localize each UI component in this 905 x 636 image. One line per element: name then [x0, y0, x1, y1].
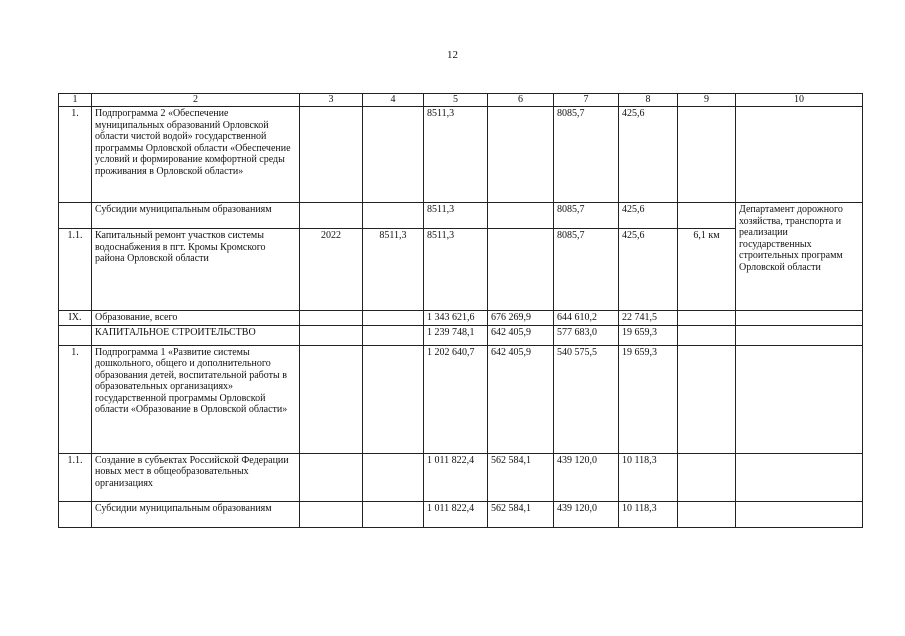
header-cell: 10: [736, 94, 863, 107]
row-title: Образование, всего: [92, 311, 300, 326]
page-number: 12: [447, 49, 458, 61]
cell-total: 8511,3: [424, 229, 488, 311]
cell-capacity: [678, 107, 736, 203]
cell-responsible: [736, 453, 863, 501]
cell-year: [300, 345, 363, 453]
table-row: [59, 501, 863, 527]
cell-responsible: Департамент дорожного хозяйства, транспорта и реализации государственных строительных программ Орловской области: [736, 203, 863, 311]
row-title: Субсидии муниципальным образованиям: [92, 203, 300, 229]
header-cell: 6: [488, 94, 554, 107]
cell-federal: 642 405,9: [488, 325, 554, 345]
header-cell: 4: [363, 94, 424, 107]
cell-local: 22 741,5: [619, 311, 678, 326]
cell-total: 8511,3: [424, 203, 488, 229]
cell-regional: 439 120,0: [554, 501, 619, 527]
cell-cost: [363, 345, 424, 453]
header-cell: 2: [92, 94, 300, 107]
cell-regional: 540 575,5: [554, 345, 619, 453]
header-cell: 7: [554, 94, 619, 107]
cell-total: 1 011 822,4: [424, 453, 488, 501]
cell-regional: 439 120,0: [554, 453, 619, 501]
cell-federal: 642 405,9: [488, 345, 554, 453]
row-title: Субсидии муниципальным образованиям: [92, 501, 300, 527]
cell-federal: 562 584,1: [488, 501, 554, 527]
header-cell: 3: [300, 94, 363, 107]
cell-responsible: [736, 345, 863, 453]
cell-federal: [488, 229, 554, 311]
cell-total: 1 343 621,6: [424, 311, 488, 326]
header-cell: 9: [678, 94, 736, 107]
cell-year: [300, 107, 363, 203]
header-cell: 5: [424, 94, 488, 107]
cell-responsible: [736, 501, 863, 527]
cell-year: [300, 501, 363, 527]
row-title: Подпрограмма 1 «Развитие системы дошкольного, общего и дополнительного образования детей, воспитательной работы в образовательных организациях» государственной программы Орловской области «Образование в Орловской области»: [92, 345, 300, 453]
cell-local: 425,6: [619, 107, 678, 203]
cell-capacity: [678, 311, 736, 326]
cell-capacity: [678, 203, 736, 229]
cell-federal: [488, 107, 554, 203]
table-row: [59, 325, 863, 345]
cell-regional: 577 683,0: [554, 325, 619, 345]
cell-cost: [363, 453, 424, 501]
cell-regional: 644 610,2: [554, 311, 619, 326]
row-number: 1.1.: [59, 453, 92, 501]
cell-regional: 8085,7: [554, 229, 619, 311]
cell-federal: 676 269,9: [488, 311, 554, 326]
cell-cost: [363, 203, 424, 229]
cell-capacity: [678, 501, 736, 527]
table-row: [59, 453, 863, 501]
header-cell: 1: [59, 94, 92, 107]
cell-total: 8511,3: [424, 107, 488, 203]
cell-responsible: [736, 311, 863, 326]
cell-total: 1 202 640,7: [424, 345, 488, 453]
cell-capacity: 6,1 км: [678, 229, 736, 311]
table-row: [59, 203, 863, 229]
row-number: [59, 325, 92, 345]
cell-capacity: [678, 325, 736, 345]
cell-year: 2022: [300, 229, 363, 311]
cell-responsible: [736, 325, 863, 345]
row-title: Капитальный ремонт участков системы водоснабжения в пгт. Кромы Кромского района Орловской области: [92, 229, 300, 311]
cell-cost: [363, 325, 424, 345]
cell-local: 425,6: [619, 229, 678, 311]
row-title: Подпрограмма 2 «Обеспечение муниципальных образований Орловской области чистой водой» государственной программы Орловской области «Обеспечение условий и формирование комфортной среды проживания в Орловской области»: [92, 107, 300, 203]
cell-cost: [363, 107, 424, 203]
cell-capacity: [678, 345, 736, 453]
cell-cost: [363, 311, 424, 326]
cell-federal: 562 584,1: [488, 453, 554, 501]
table-row: [59, 345, 863, 453]
header-row: [59, 94, 863, 107]
row-title: КАПИТАЛЬНОЕ СТРОИТЕЛЬСТВО: [92, 325, 300, 345]
cell-total: 1 011 822,4: [424, 501, 488, 527]
row-number: [59, 203, 92, 229]
cell-federal: [488, 203, 554, 229]
budget-table: [58, 93, 863, 528]
header-cell: 8: [619, 94, 678, 107]
cell-total: 1 239 748,1: [424, 325, 488, 345]
cell-responsible: [736, 107, 863, 203]
cell-cost: 8511,3: [363, 229, 424, 311]
row-number: 1.1.: [59, 229, 92, 311]
row-number: [59, 501, 92, 527]
cell-local: 19 659,3: [619, 325, 678, 345]
cell-year: [300, 203, 363, 229]
table-row: [59, 107, 863, 203]
cell-capacity: [678, 453, 736, 501]
cell-regional: 8085,7: [554, 203, 619, 229]
row-number: 1.: [59, 345, 92, 453]
row-number: IX.: [59, 311, 92, 326]
cell-year: [300, 325, 363, 345]
cell-local: 10 118,3: [619, 453, 678, 501]
cell-cost: [363, 501, 424, 527]
cell-year: [300, 311, 363, 326]
row-title: Создание в субъектах Российской Федерации новых мест в общеобразовательных организациях: [92, 453, 300, 501]
cell-local: 19 659,3: [619, 345, 678, 453]
cell-local: 10 118,3: [619, 501, 678, 527]
cell-regional: 8085,7: [554, 107, 619, 203]
cell-year: [300, 453, 363, 501]
table-row: [59, 311, 863, 326]
cell-local: 425,6: [619, 203, 678, 229]
row-number: 1.: [59, 107, 92, 203]
